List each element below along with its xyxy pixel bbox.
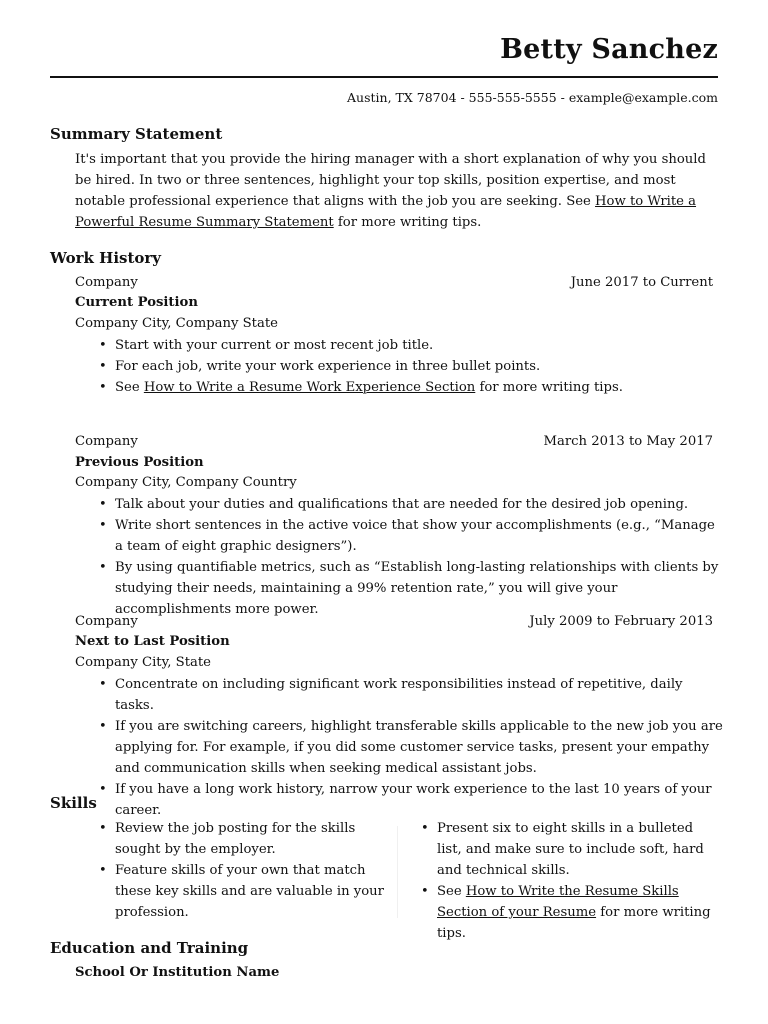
list-item: • If you have a long work history, narrow your work experience to the last 10 years of your career. — [75, 779, 723, 821]
job-location: Company City, State — [75, 655, 211, 670]
job-company: Company — [75, 434, 138, 449]
education-heading: Education and Training — [50, 939, 249, 957]
work-history-heading: Work History — [50, 249, 162, 267]
list-item: • By using quantifiable metrics, such as “Establish long-lasting relationships with clients by studying their needs, maintaining a 99% retention rate,” you will give your accomplishments more power. — [75, 557, 723, 620]
list-item: • Review the job posting for the skills sought by the employer. — [75, 818, 400, 860]
job-dates: July 2009 to February 2013 — [529, 614, 713, 629]
summary-text-tail: for more writing tips. — [333, 215, 482, 230]
job-company: Company — [75, 614, 138, 629]
list-item: • Feature skills of your own that match these key skills and are valuable in your profession. — [75, 860, 400, 923]
job-position: Next to Last Position — [75, 634, 230, 649]
summary-heading: Summary Statement — [50, 125, 223, 143]
list-item: • For each job, write your work experience in three bullet points. — [75, 356, 715, 377]
list-item: • Write short sentences in the active voice that show your accomplishments (e.g., “Manage a team of eight graphic designers”). — [75, 515, 723, 557]
summary-text-main: It's important that you provide the hiring manager with a short explanation of why you should be hired. In two or three sentences, highlight your top skills, position expertise, and most notable professional experience that aligns with the job you are seeking. See — [75, 152, 706, 209]
job-bullets — [75, 494, 723, 620]
list-item — [75, 377, 715, 398]
bullet-text: for more writing tips. — [437, 905, 711, 941]
list-item: • Talk about your duties and qualifications that are needed for the desired job opening. — [75, 494, 723, 515]
skills-left-list — [75, 818, 400, 923]
work-experience-tips-link[interactable]: How to Write a Resume Work Experience Section — [143, 380, 476, 395]
list-item: • Concentrate on including significant work responsibilities instead of repetitive, daily tasks. — [75, 674, 723, 716]
contact-line: Austin, TX 78704 - 555-555-5555 - example@example.com — [347, 90, 718, 105]
candidate-name: Betty Sanchez — [500, 34, 718, 65]
bullet-text: See — [115, 380, 144, 395]
list-item: • Present six to eight skills in a bulleted list, and make sure to include soft, hard and technical skills. — [397, 818, 719, 881]
header-divider — [50, 76, 718, 78]
job-position: Previous Position — [75, 455, 204, 470]
job-dates: June 2017 to Current — [570, 275, 713, 290]
job-dates: March 2013 to May 2017 — [543, 434, 713, 449]
skills-section-tips-link[interactable]: How to Write the Resume Skills Section of your Resume — [437, 884, 679, 920]
job-bullets — [75, 674, 723, 821]
bullet-text: See — [437, 884, 466, 899]
skills-right-list — [397, 818, 719, 944]
school-name: School Or Institution Name — [75, 965, 280, 980]
list-item: • Start with your current or most recent job title. — [75, 335, 715, 356]
bullet-text: for more writing tips. — [475, 380, 623, 395]
job-position: Current Position — [75, 295, 198, 310]
list-item — [397, 881, 719, 944]
job-location: Company City, Company Country — [75, 475, 297, 490]
summary-tips-link[interactable]: How to Write a Powerful Resume Summary Statement — [75, 194, 697, 230]
job-location: Company City, Company State — [75, 316, 278, 331]
skills-heading: Skills — [50, 794, 97, 812]
summary-text — [75, 149, 715, 233]
job-bullets — [75, 335, 715, 398]
list-item: • If you are switching careers, highlight transferable skills applicable to the new job you are applying for. For example, if you did some customer service tasks, present your empathy and communication skills when seeking medical assistant jobs. — [75, 716, 723, 779]
job-company: Company — [75, 275, 138, 290]
